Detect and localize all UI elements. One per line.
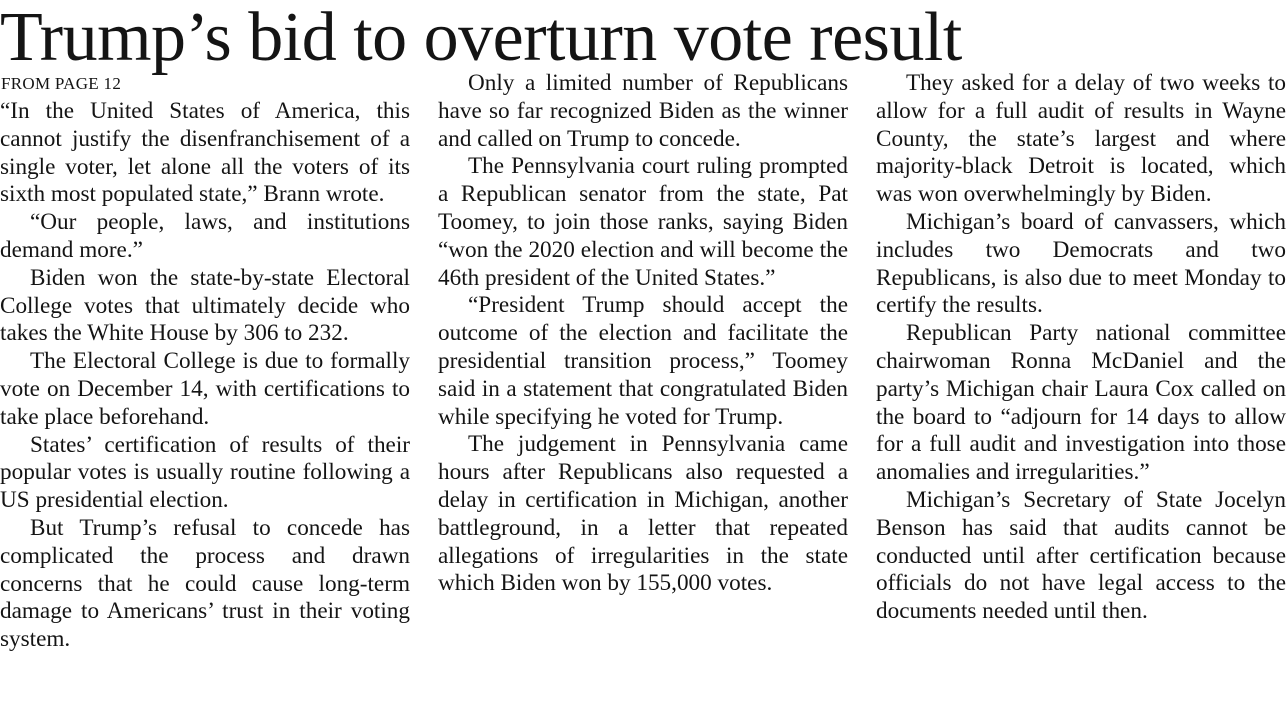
paragraph: The Electoral College is due to formally vote on December 14, with certifications to take place beforehand.	[0, 348, 410, 430]
paragraph: The Pennsylvania court ruling prompted a Republican senator from the state, Pat Toomey, to join those ranks, saying Biden “won the 2020 election and will become the 46th president of the United States.”	[438, 153, 848, 291]
paragraph: Biden won the state-by-state Electoral College votes that ultimately decide who takes the White House by 306 to 232.	[0, 264, 410, 347]
jump-line: FROM PAGE 12	[1, 74, 122, 93]
paragraph: Republican Party national committee chairwoman Ronna McDaniel and the party’s Michigan chair Laura Cox called on the board to “adjourn for 14 days to allow for a full audit and investigation into those anomalies and irregularities.”	[876, 320, 1286, 486]
paragraph: The judgement in Pennsylvania came hours after Republicans also requested a delay in certification in Michigan, another battleground, in a letter that repeated allegations of irregularities in the state which Biden won by 155,000 votes.	[438, 431, 848, 597]
article-column-1	[0, 98, 410, 654]
paragraph: Michigan’s Secretary of State Jocelyn Benson has said that audits cannot be conducted until after certification because officials do not have legal access to the documents needed until then.	[876, 486, 1286, 625]
paragraph: Only a limited number of Republicans have so far recognized Biden as the winner and called on Trump to concede.	[438, 70, 848, 152]
article-column-3	[876, 70, 1286, 626]
paragraph: States’ certification of results of their popular votes is usually routine following a US presidential election.	[0, 431, 410, 514]
paragraph: Michigan’s board of canvassers, which includes two Democrats and two Republicans, is also due to meet Monday to certify the results.	[876, 208, 1286, 319]
paragraph: They asked for a delay of two weeks to allow for a full audit of results in Wayne County, the state’s largest and where majority-black Detroit is located, which was won overwhelmingly by Biden.	[876, 70, 1286, 208]
paragraph: But Trump’s refusal to concede has complicated the process and drawn concerns that he could cause long-term damage to Americans’ trust in their voting system.	[0, 514, 410, 653]
paragraph: “Our people, laws, and institutions demand more.”	[0, 209, 410, 263]
paragraph: “In the United States of America, this cannot justify the disenfranchisement of a single voter, let alone all the voters of its sixth most populated state,” Brann wrote.	[0, 98, 410, 208]
headline: Trump’s bid to overturn vote result	[0, 0, 962, 76]
article-column-2	[438, 70, 848, 598]
paragraph: “President Trump should accept the outcome of the election and facilitate the presidential transition process,” Toomey said in a statement that congratulated Biden while specifying he voted for Trump.	[438, 292, 848, 430]
